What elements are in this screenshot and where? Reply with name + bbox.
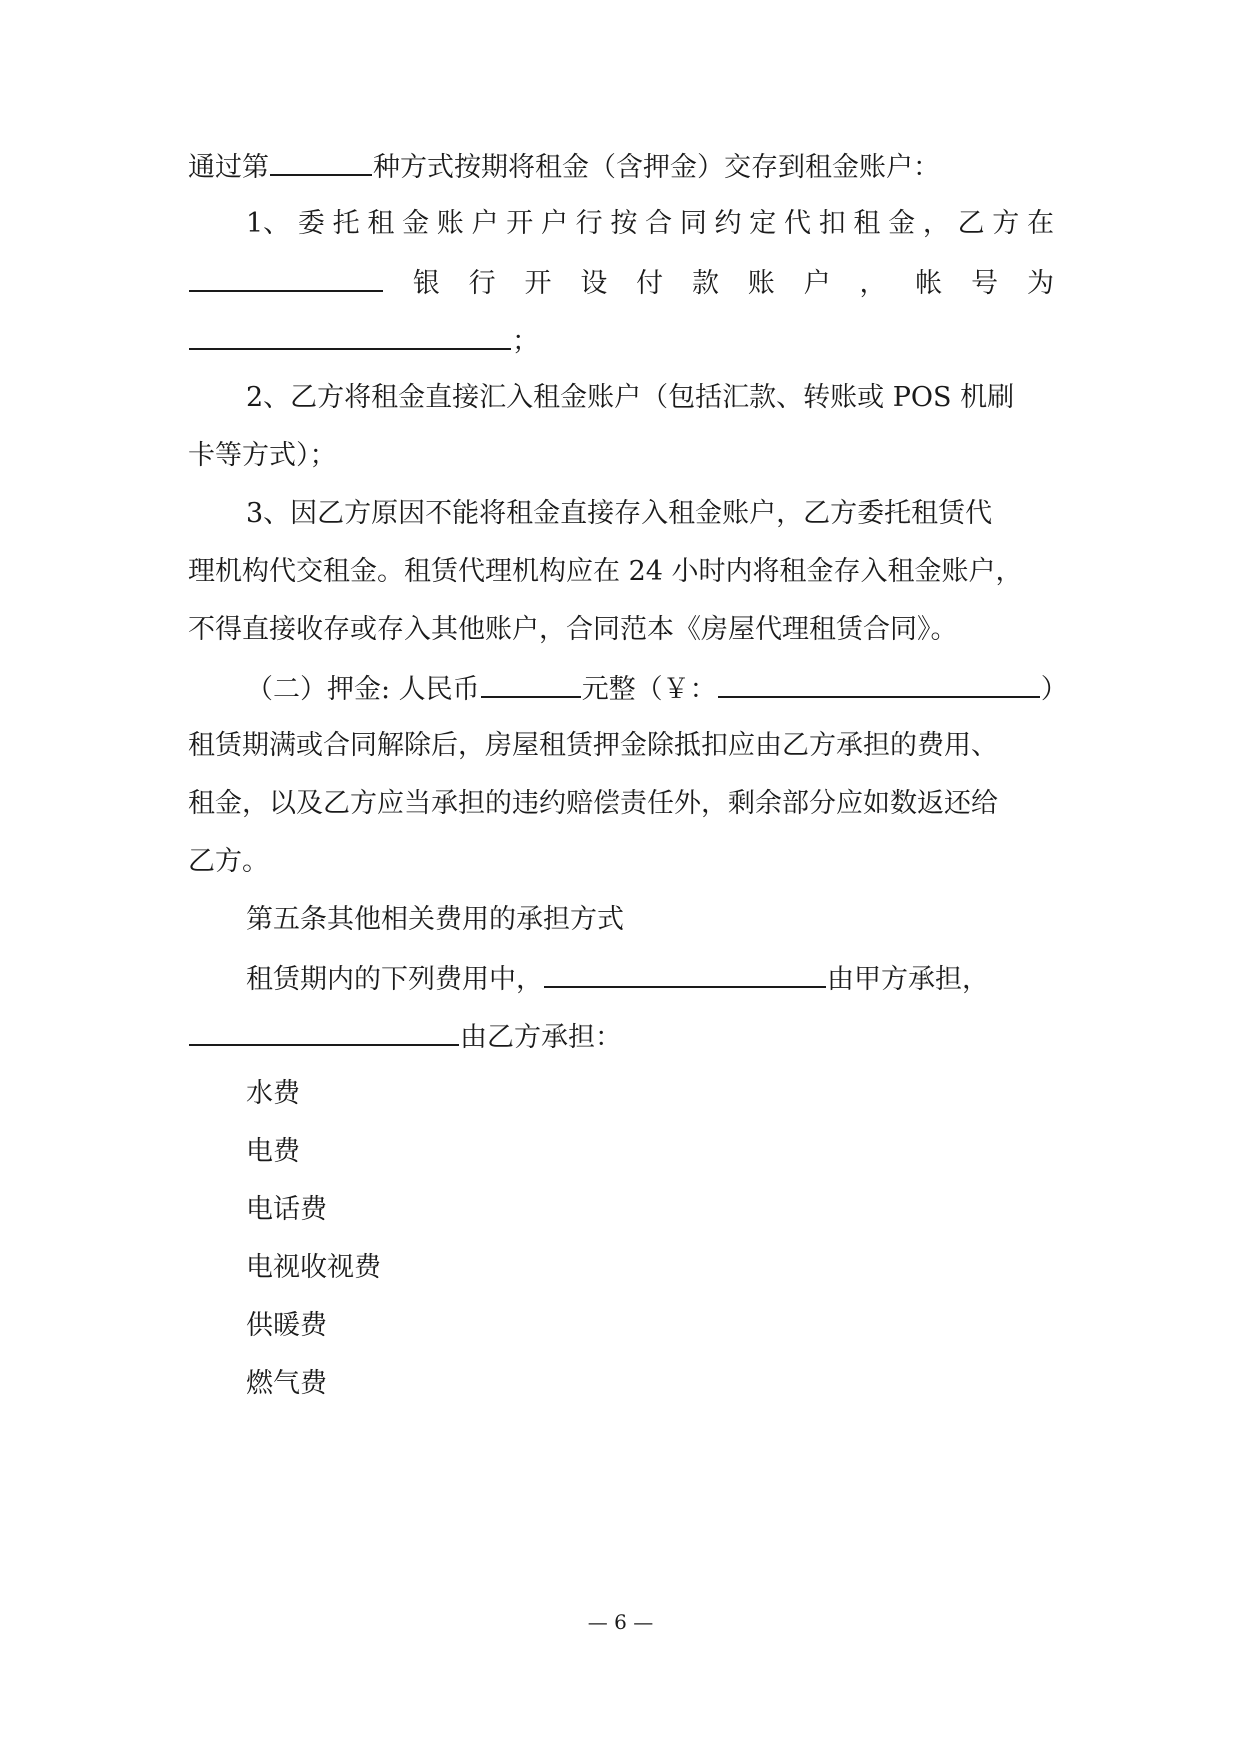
- text-segment: 3、因乙方原因不能将租金直接存入租金账户，乙方委托租赁代: [246, 498, 993, 529]
- fee-label: 电视收视费: [246, 1252, 381, 1283]
- text-char: 行: [468, 268, 496, 299]
- list-item: [246, 1308, 1054, 1344]
- text-segment: 理机构代交租金。租赁代理机构应在 24 小时内将租金存入租金账户，: [188, 556, 1023, 587]
- fee-label: 电话费: [246, 1194, 327, 1225]
- paragraph-deposit-return-end: [188, 844, 1054, 880]
- blank-party-a-fees[interactable]: [544, 960, 826, 988]
- text-segment: 租赁期内的下列费用中，: [246, 964, 543, 995]
- text-segment: 不得直接收存或存入其他账户，合同范本《房屋代理租赁合同》。: [188, 614, 958, 645]
- text-segment: 种方式按期将租金（含押金）交存到租金账户：: [373, 152, 940, 183]
- paragraph-item-1: [246, 206, 1054, 242]
- text-segment: 通过第: [188, 152, 269, 183]
- text-segment: ；: [512, 326, 539, 357]
- paragraph-item-3: [246, 496, 1054, 532]
- text-char: 设: [580, 268, 608, 299]
- paragraph-fees-allocation-cont: [188, 1018, 1054, 1054]
- blank-account-number[interactable]: [189, 322, 511, 350]
- paragraph-item-3-end: [188, 612, 1054, 648]
- text-char: 帐: [915, 268, 943, 299]
- text-segment: 卡等方式）；: [188, 440, 337, 471]
- text-segment: 由乙方承担：: [460, 1022, 622, 1053]
- paragraph-item-1-cont: [188, 264, 1054, 300]
- paragraph-item-2: [246, 380, 1054, 416]
- text-segment: 1、 委 托 租 金 账 户 开 户 行 按 合 同 约 定 代 扣 租 金 ， 乙 方 在: [246, 208, 1054, 239]
- fee-label: 水费: [246, 1078, 300, 1109]
- text-segment: 2、乙方将租金直接汇入租金账户（包括汇款、转账或 POS 机刷: [246, 382, 1015, 413]
- text-segment: ）: [1040, 674, 1068, 705]
- text-segment: 租赁期满或合同解除后，房屋租赁押金除抵扣应由乙方承担的费用、: [188, 730, 998, 761]
- text-segment: 元整（￥：: [581, 674, 717, 705]
- text-char: 号: [971, 268, 999, 299]
- list-item: [246, 1366, 1054, 1402]
- text-char: 银: [412, 268, 440, 299]
- blank-deposit-amount-words[interactable]: [481, 670, 581, 698]
- blank-bank-name[interactable]: [189, 264, 383, 292]
- fee-label: 燃气费: [246, 1368, 327, 1399]
- paragraph-item-1-account: [188, 322, 1054, 358]
- section-heading-article-5: [246, 902, 1054, 938]
- text-char: 为: [1026, 268, 1054, 299]
- fee-label: 供暖费: [246, 1310, 327, 1341]
- paragraph-deposit: [246, 670, 1076, 706]
- text-segment: 乙方。: [188, 846, 269, 877]
- text-segment: 由甲方承担，: [827, 964, 989, 995]
- text-char: 账: [747, 268, 775, 299]
- text-char: 付: [636, 268, 664, 299]
- text-char: ，: [859, 268, 887, 299]
- list-item: [246, 1192, 1054, 1228]
- paragraph-deposit-return: [188, 728, 1054, 764]
- paragraph-item-3-cont: [188, 554, 1054, 590]
- paragraph-payment-method: [188, 148, 1054, 184]
- list-item: [246, 1134, 1054, 1170]
- paragraph-fees-allocation: [246, 960, 1054, 996]
- paragraph-deposit-return-cont: [188, 786, 1054, 822]
- paragraph-item-2-cont: [188, 438, 1054, 474]
- blank-method-number[interactable]: [270, 148, 372, 176]
- text-char: 款: [691, 268, 719, 299]
- text-segment: （二）押金: 人民币: [246, 674, 480, 705]
- page-number: — 6 —: [587, 1610, 654, 1634]
- text-char: 开: [524, 268, 552, 299]
- list-item: [246, 1076, 1054, 1112]
- text-segment: 租金，以及乙方应当承担的违约赔偿责任外，剩余部分应如数返还给: [188, 788, 998, 819]
- fee-label: 电费: [246, 1136, 300, 1167]
- text-segment: 第五条其他相关费用的承担方式: [246, 904, 624, 935]
- list-item: [246, 1250, 1054, 1286]
- blank-party-b-fees[interactable]: [189, 1018, 459, 1046]
- blank-deposit-amount-number[interactable]: [718, 670, 1040, 698]
- text-char: 户: [803, 268, 831, 299]
